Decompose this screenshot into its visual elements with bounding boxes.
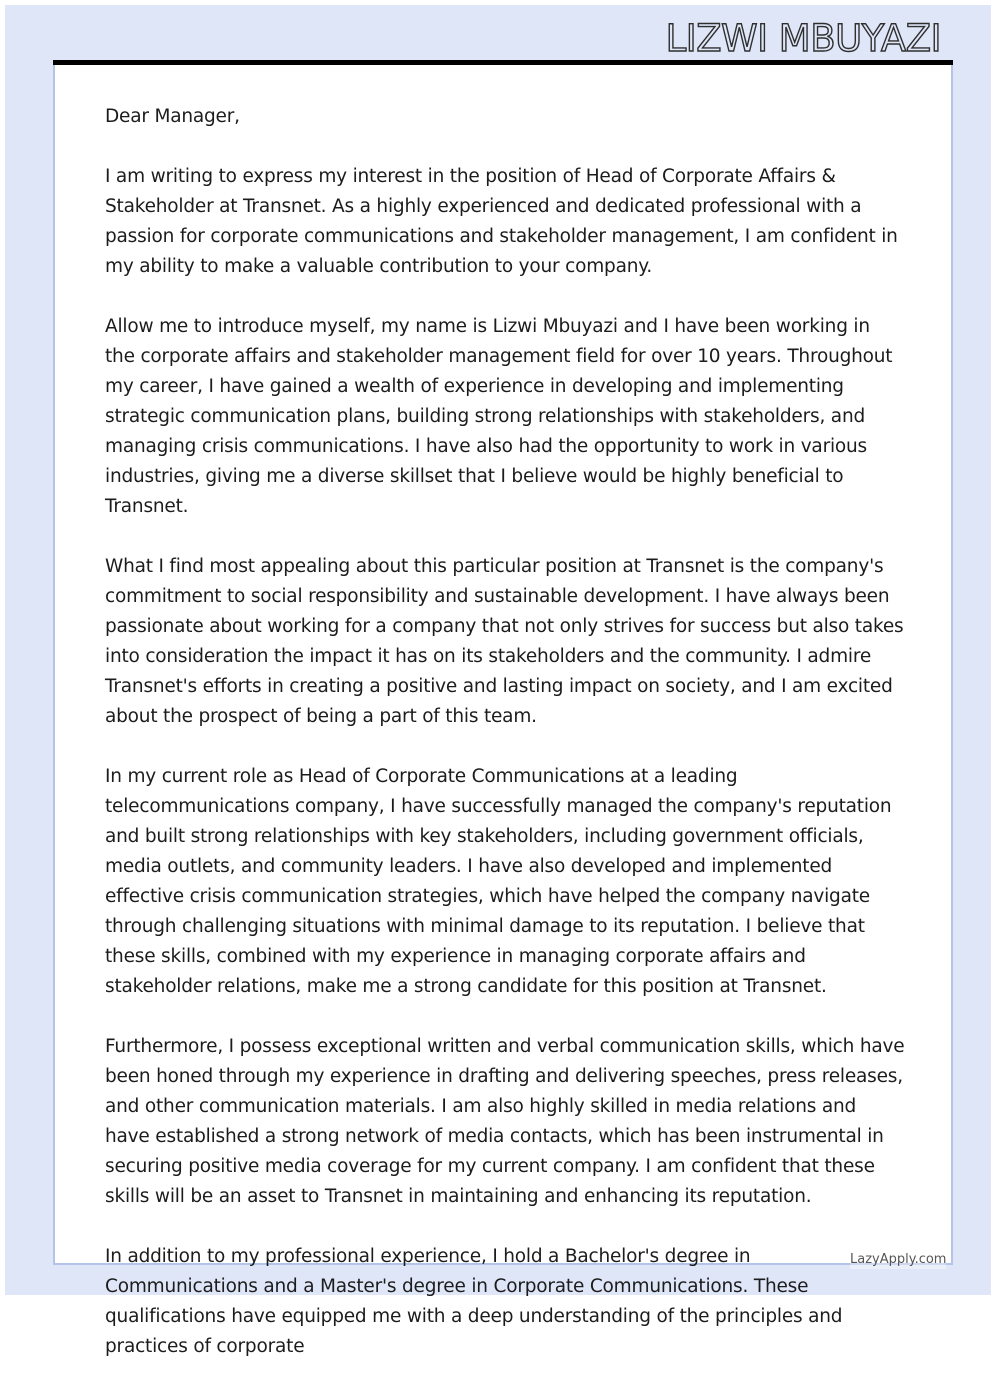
letter-paragraph-3: What I find most appealing about this particular position at Transnet is the company's commitment to social responsibility and sustainable development. I have always been passionate about working for a company that not only strives for success but also takes into consideration the impact it has on its stakeholders and the community. I admire Transnet's efforts in creating a positive and lasting impact on society, and I am excited about the prospect of being a part of this team. — [105, 556, 904, 727]
watermark-link[interactable]: LazyApply.com — [850, 1252, 947, 1267]
salutation: Dear Manager, — [105, 106, 240, 127]
page-background — [5, 5, 991, 1357]
applicant-name: LIZWI MBUYAZI — [665, 17, 941, 60]
letter-paragraph-6: In addition to my professional experience, I hold a Bachelor's degree in Communications and a Master's degree in Corporate Communications. These qualifications have equipped me with a deep understanding of the principles and practices of corporate — [105, 1246, 843, 1357]
letter-paragraph-2: Allow me to introduce myself, my name is Lizwi Mbuyazi and I have been working in the corporate affairs and stakeholder management field for over 10 years. Throughout my career, I have gained a wealth of experience in developing and implementing strategic communication plans, building strong relationships with stakeholders, and managing crisis communications. I have also had the opportunity to work in various industries, giving me a diverse skillset that I believe would be highly beneficial to Transnet. — [105, 316, 893, 517]
letter-paragraph-1: I am writing to express my interest in the position of Head of Corporate Affairs & Stakeholder at Transnet. As a highly experienced and dedicated professional with a passion for corporate communications and stakeholder management, I am confident in my ability to make a valuable contribution to your company. — [105, 166, 898, 277]
letter-paragraph-5: Furthermore, I possess exceptional written and verbal communication skills, which have been honed through my experience in drafting and delivering speeches, press releases, and other communication materials. I am also highly skilled in media relations and have established a strong network of media contacts, which has been instrumental in securing positive media coverage for my current company. I am confident that these skills will be an asset to Transnet in maintaining and enhancing its reputation. — [105, 1036, 905, 1207]
letter-paragraph-4: In my current role as Head of Corporate Communications at a leading telecommunications company, I have successfully managed the company's reputation and built strong relationships with key stakeholders, including government officials, media outlets, and community leaders. I have also developed and implemented effective crisis communication strategies, which have helped the company navigate through challenging situations with minimal damage to its reputation. I believe that these skills, combined with my experience in managing corporate affairs and stakeholder relations, make me a strong candidate for this position at Transnet. — [105, 766, 892, 997]
cover-letter-body — [105, 102, 905, 1392]
